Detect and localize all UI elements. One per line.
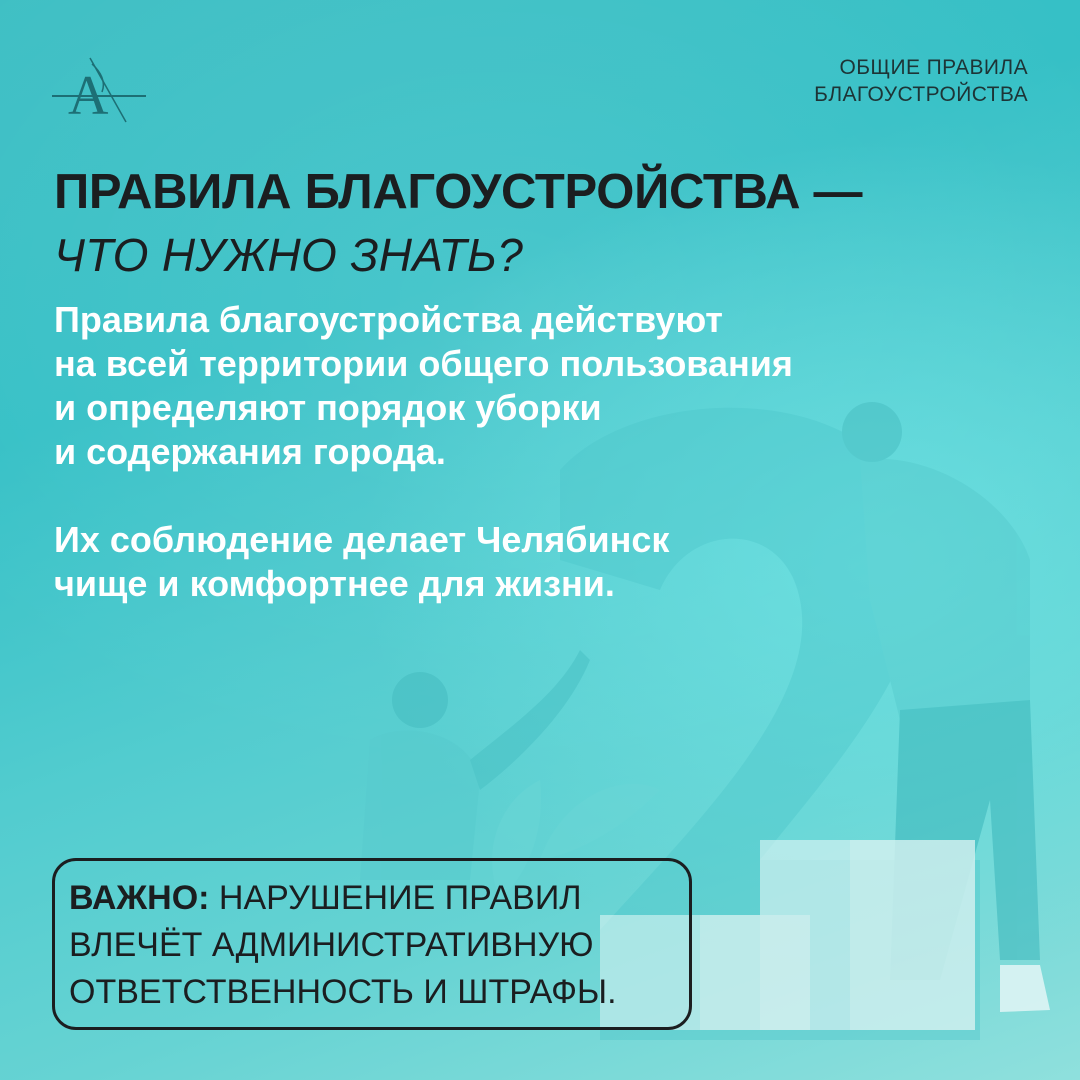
paragraph-1-line: на всей территории общего пользования	[54, 343, 793, 384]
paragraph-1	[54, 298, 793, 474]
notice-line-2: ВЛЕЧЁТ АДМИНИСТРАТИВНУЮ	[69, 926, 594, 964]
section-title-line1: ОБЩИЕ ПРАВИЛА	[839, 56, 1028, 79]
paragraph-2	[54, 518, 793, 606]
paragraph-1-line: и содержания города.	[54, 431, 446, 472]
notice-text-1: НАРУШЕНИЕ ПРАВИЛ	[218, 879, 582, 917]
important-notice	[52, 858, 692, 1030]
headline: ПРАВИЛА БЛАГОУСТРОЙСТВА —	[54, 165, 863, 219]
logo-letter: A	[68, 65, 109, 126]
notice-line-1	[69, 875, 689, 922]
paragraph-2-line: чище и комфортнее для жизни.	[54, 563, 615, 604]
notice-label: ВАЖНО:	[69, 879, 210, 917]
body-text	[54, 298, 793, 606]
section-title-line2: БЛАГОУСТРОЙСТВА	[814, 83, 1028, 106]
paragraph-1-line: Правила благоустройства действуют	[54, 299, 723, 340]
notice-line-3: ОТВЕТСТВЕННОСТЬ И ШТРАФЫ.	[69, 973, 617, 1011]
paragraph-2-line: Их соблюдение делает Челябинск	[54, 519, 670, 560]
paragraph-1-line: и определяют порядок уборки	[54, 387, 602, 428]
subheadline: ЧТО НУЖНО ЗНАТЬ?	[54, 229, 524, 281]
section-title	[814, 54, 1028, 108]
logo-icon	[46, 52, 150, 126]
